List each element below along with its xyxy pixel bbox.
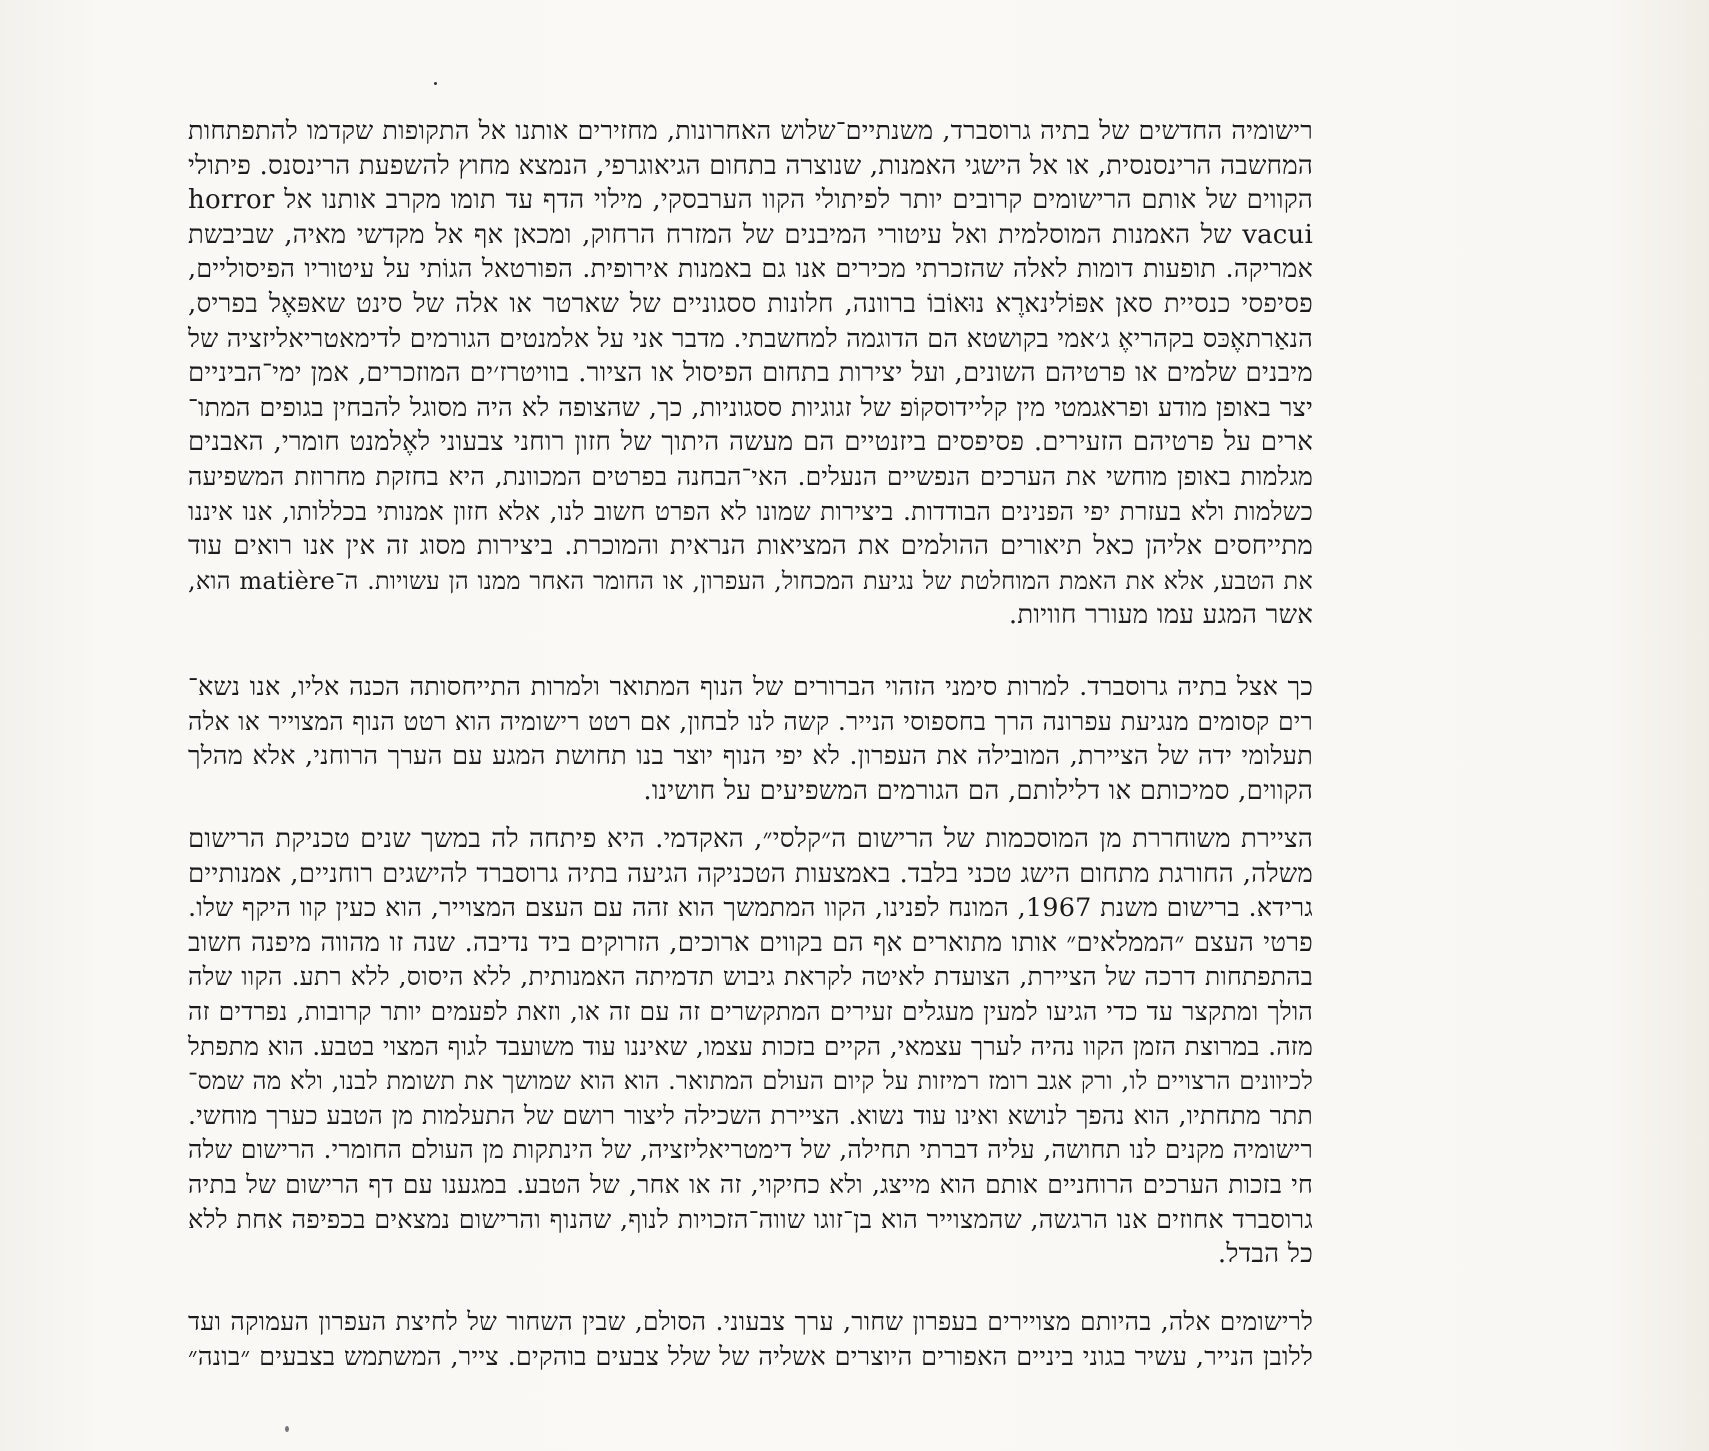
text-line: מגלמות באופן מוחשי את הערכים הנפשיים הנעלים. האי־הבחנה בפרטים המכוונת, היא בחזקת מחרוזת המשפיעה bbox=[188, 461, 1313, 491]
text-line: ארים על פרטיהם הזעירים. פסיפסים ביזנטיים הם מעשה היתוך של חזון רוחני צבעוני לאֶלמנט חומרי, האבנים bbox=[188, 427, 1313, 458]
paragraph-1 bbox=[188, 114, 1313, 633]
text-line: כשלמות ולא בעזרת יפי הפנינים הבודדות. ביצירות שמונו לא הפרט חשוב לנו, אלא חזון אמנותי בכללותו, אנו איננו bbox=[188, 496, 1313, 526]
paragraph-2 bbox=[188, 670, 1313, 808]
text-line: ללובן הנייר, עשיר בגוני ביניים האפורים היוצרים אשליה של שלל צבעים בוהקים. צייר, המשתמש בצבעים ״בונה״ bbox=[188, 1341, 1313, 1372]
text-line: הציירת משוחררת מן המוסכמות של הרישום ה״קלסי״, האקדמי. היא פיתחה לה במשך שנים טכניקת הרישום bbox=[188, 824, 1313, 854]
text-line: חי בזכות הערכים הרוחניים אותם הוא מייצג, ולא כחיקוי, זה או אחר, של הטבע. במגענו עם דף הרישום של בתיה bbox=[188, 1169, 1313, 1199]
text-line: את הטבע, אלא את האמת המוחלטת של נגיעת המכחול, העפרון, או החומר האחר ממנו הן עשויות. ה־matière הוא, bbox=[188, 566, 1313, 595]
text-line: כל הבדל. bbox=[1217, 1239, 1313, 1270]
text-line: יצר באופן מודע ופראגמטי מין קליידוסקוֹפ של זגוגיות ססגוניות, כך, שהצופה לא היה מסוגל להבחין בגופים המתו־ bbox=[188, 392, 1313, 423]
paper-speck bbox=[285, 1426, 289, 1432]
text-line: פרטי העצם ״הממלאים״ אותו מתוארים אף הם בקווים ארוכים, הזרוקים ביד נדיבה. שנה זו מהווה מיפנה חשוב bbox=[188, 927, 1313, 958]
text-line: גרוסברד אחוזים אנו הרגשה, שהמצוייר הוא בן־זוגו שווה־הזכויות לנוף, שהנוף והרישום נמצאים בכפיפה אחת ללא bbox=[188, 1204, 1313, 1235]
paragraph-3 bbox=[188, 822, 1313, 1272]
text-line: אשר המגע עמו מעורר חוויות. bbox=[1008, 600, 1313, 631]
text-line: vacui של האמנות המוסלמית ואל עיטורי המיבנים של המזרח הרחוק, ומכאן אף אל מקדשי מאיה, שביבשת bbox=[188, 219, 1313, 250]
essay-text bbox=[188, 114, 1313, 633]
text-line: בהתפתחות דרכה של הציירת, הצועדת לאיטה לקראת גיבוש תדמיתה האמנותית, ללא היסוס, ללא רתע. הקוו שלה bbox=[188, 962, 1313, 992]
text-line: גרידא. ברישום משנת 1967, המונח לפנינו, הקוו המתמשך הוא זהה עם העצם המצוייר, הוא כעין קוו היקף שלו. bbox=[188, 893, 1313, 924]
essay-text bbox=[188, 670, 1313, 808]
paragraph-4 bbox=[188, 1305, 1313, 1374]
text-line: רישומיה החדשים של בתיה גרוסברד, משנתיים־שלוש האחרונות, מחזירים אותנו אל התקופות שקדמו להתפתחות bbox=[188, 116, 1313, 146]
text-line: לכיוונים הרצויים לו, ורק אגב רומז רמיזות על קיום העולם המתואר. הוא הוא שמושך את תשומת לבנו, ולא מה שמס־ bbox=[188, 1066, 1313, 1096]
text-line: לרישומים אלה, בהיותם מצויירים בעפרון שחור, ערך צבעוני. הסולם, שבין השחור של לחיצת העפרון העמוקה ועד bbox=[188, 1307, 1313, 1336]
text-line: מתייחסים אליהן כאל תיאורים ההולמים את המציאות הנראית והמוכרת. ביצירות מסוג זה אין אנו רואים עוד bbox=[188, 531, 1313, 562]
paper-speck bbox=[434, 82, 437, 85]
text-line: רים קסומים מנגיעת עפרונה הרך בחספוסי הנייר. קשה לנו לבחון, אם רטט רישומיה הוא רטט הנוף המצוייר או אלה bbox=[188, 706, 1313, 736]
text-line: פסיפסי כנסיית סאן אפּוֹלינארֶא נוּאוֹבוֹ ברוונה, חלונות ססגוניים של שארטר או אלה של סינט שאפּאֶל בפריס, bbox=[188, 288, 1313, 319]
text-line: תעלומי ידה של הציירת, המובילה את העפרון. לא יפי הנוף יוצר בנו תחושת המגע עם הערך הרוחני, אלא מהלך bbox=[188, 741, 1313, 772]
text-line: הקווים של אותם הרישומים קרובים יותר לפיתולי הקוו הערבסקי, מילוי הדף עד תומו מקרב אותנו אל horror bbox=[188, 185, 1313, 216]
text-line: כך אצל בתיה גרוסברד. למרות סימני הזהוי הברורים של הנוף המתואר ולמרות התייחסותה הכנה אליו, אנו נשא־ bbox=[188, 672, 1313, 702]
text-line: מיבנים שלמים או פרטיהם השונים, ועל יצירות בתחום הפיסול או הציור. בוויטרז׳ים המוזכרים, אמן ימי־הביניים bbox=[188, 358, 1313, 389]
text-line: אמריקה. תופעות דומות לאלה שהזכרתי מכירים אנו גם באמנות אירופית. הפורטאל הגוֹתי על עיטוריו הפיסוליים, bbox=[188, 254, 1313, 285]
text-line: הקווים, סמיכותם או דלילותם, הם הגורמים המשפיעים על חושינו. bbox=[643, 775, 1313, 806]
essay-text bbox=[188, 1305, 1313, 1374]
essay-text bbox=[188, 822, 1313, 1272]
text-line: המחשבה הרינסנסית, או אל הישגי האמנות, שנוצרה בתחום הגיאוגרפי, הנמצא מחוץ להשפעת הרינסנס. פיתולי bbox=[187, 150, 1313, 181]
text-line: תתר מתחתיו, הוא נהפך לנושא ואינו עוד נשוא. הציירת השכילה ליצור רושם של התעלמות מן הטבע כערך מוחשי. bbox=[188, 1100, 1313, 1130]
text-line: הולך ומתקצר עד כדי הגיעו למעין מעגלים זעירים המתקשרים זה עם זה או, וזאת לפעמים יותר קרובות, נפרדים זה bbox=[188, 996, 1313, 1026]
text-line: הנאַרתאֶכּס בקהריאֶ ג׳אמי בקושטא הם הדוגמה למחשבתי. מדבר אני על אלמנטים הגורמים לדימאטריאליזציה של bbox=[188, 323, 1313, 354]
text-line: מזה. במרוצת הזמן הקוו נהיה לערך עצמאי, הקיים בזכות עצמו, שאיננו עוד משועבד לגוף המצוי בטבע. הוא מתפתל bbox=[188, 1031, 1313, 1061]
text-line: רישומיה מקנים לנו תחושה, עליה דברתי תחילה, של דימטריאליזציה, של הינתקות מן העולם החומרי. הרישום שלה bbox=[188, 1135, 1313, 1165]
text-line: משלה, החורגת מתחום הישג טכני בלבד. באמצעות הטכניקה הגיעה בתיה גרוסברד להישגים רוחניים, אמנותיים bbox=[188, 858, 1313, 889]
